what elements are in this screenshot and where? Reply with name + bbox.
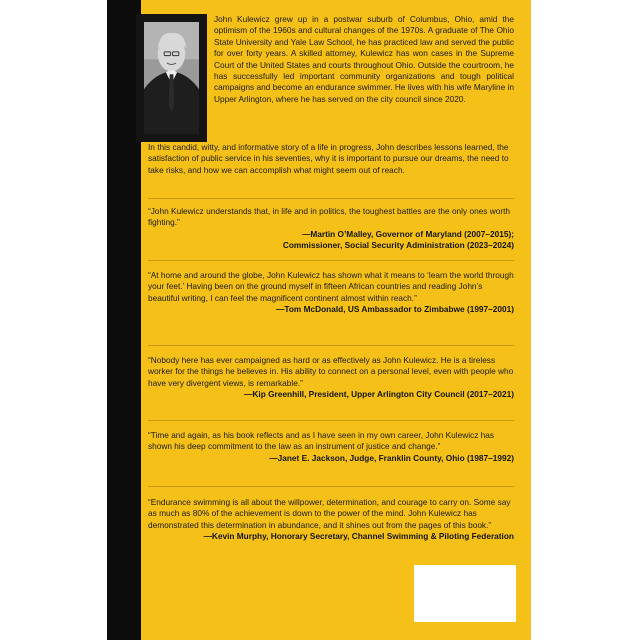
endorsement-attribution: —Tom McDonald, US Ambassador to Zimbabwe (1997–2001) — [276, 304, 514, 315]
endorsement-text: “Nobody here has ever campaigned as hard or as effectively as John Kulewicz. He is a tireless worker for the things he believes in. His ability to connect on a personal level, even with people who have very divergent views, is remarkable.” — [148, 355, 514, 388]
endorsement — [148, 355, 514, 401]
endorsement-attribution: —Kip Greenhill, President, Upper Arlington City Council (2017–2021) — [244, 389, 514, 400]
endorsement — [148, 206, 514, 252]
author-photo-frame — [136, 14, 207, 142]
divider — [148, 486, 514, 487]
barcode-area — [414, 565, 516, 622]
endorsement — [148, 270, 514, 316]
portrait-image — [144, 22, 199, 134]
divider — [148, 345, 514, 346]
endorsement-attribution: —Martin O’Malley, Governor of Maryland (2007–2015); — [302, 228, 514, 239]
divider — [148, 420, 514, 421]
endorsement — [148, 430, 514, 464]
endorsement-text: “John Kulewicz understands that, in life and in politics, the toughest battles are the only ones worth fighting.” — [148, 206, 511, 228]
endorsement-attribution: —Janet E. Jackson, Judge, Franklin County, Ohio (1987–1992) — [269, 452, 514, 463]
book-summary: In this candid, witty, and informative story of a life in progress, John describes lessons learned, the satisfaction of public service in his seventies, why it is important to pursue our dreams, the need to take risks, and how we can accomplish what might seem out of reach. — [148, 142, 509, 175]
endorsement — [148, 497, 514, 543]
endorsement-text: “Endurance swimming is all about the willpower, determination, and courage to carry on. Some say as much as 80% of the achievement is down to the power of the mind. John Kulewicz has demonstrated this determination in abundance, and it shines out from the pages of this book.” — [148, 497, 511, 530]
endorsement-text: “Time and again, as his book reflects and as I have seen in my own career, John Kulewicz has shown his deep commitment to the law as an instrument of justice and change.” — [148, 430, 495, 452]
endorsement-text: “At home and around the globe, John Kulewicz has shown what it means to ‘learn the world through your feet.’ Having been on the ground myself in fifteen African countries and reading John’s beautiful writing, I can feel the magnificent continent almost within reach.” — [148, 270, 514, 303]
divider — [148, 260, 514, 261]
author-photo — [144, 22, 199, 134]
endorsement-attribution: —Kevin Murphy, Honorary Secretary, Channel Swimming & Piloting Federation — [203, 531, 514, 542]
divider — [148, 198, 514, 199]
endorsement-attribution: Commissioner, Social Security Administration (2023–2024) — [282, 240, 514, 251]
author-bio: John Kulewicz grew up in a postwar suburb of Columbus, Ohio, amid the optimism of the 1960s and cultural changes of the 1970s. A graduate of The Ohio State University and Yale Law School, he has practiced law and served the public for over forty years. A skilled attorney, Kulewicz has won cases in the Supreme Court of the United States and courts throughout Ohio. Outside the courtroom, he has successfully led important community organizations and tough political campaigns and become an endurance swimmer. He lives with his wife Maryline in Upper Arlington, where he has served on the city council since 2020. — [214, 14, 514, 104]
